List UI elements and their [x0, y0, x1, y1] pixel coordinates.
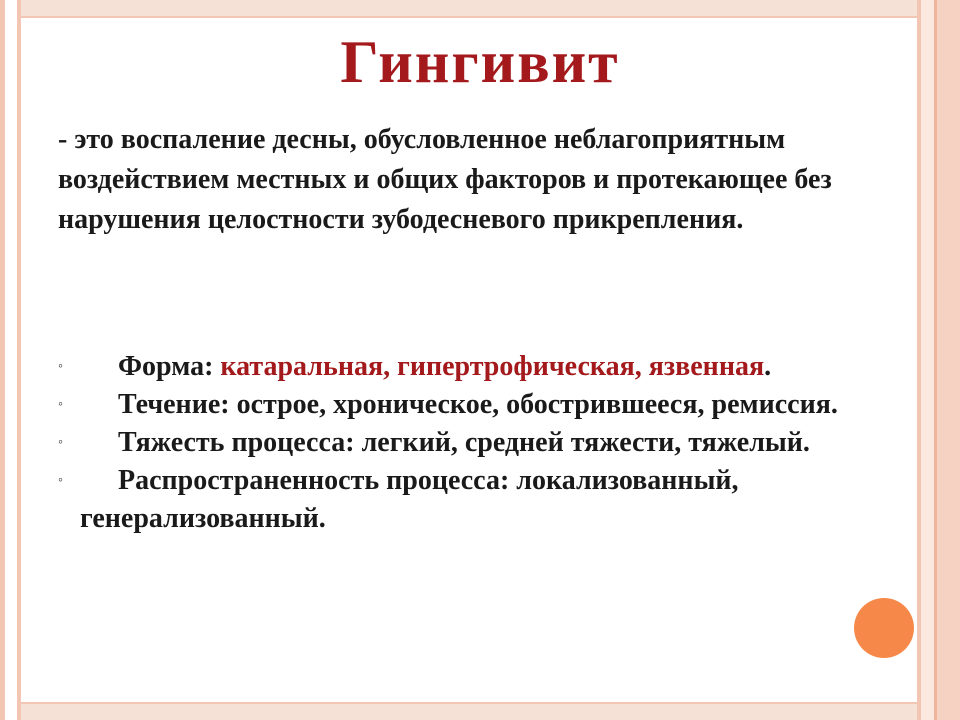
bullet-value: локализованный, генерализованный.: [80, 465, 739, 534]
bullet-label: Форма:: [118, 351, 214, 382]
bullet-list: [58, 348, 858, 538]
bullet-severity: [58, 424, 858, 462]
bullet-marker: ◦: [58, 359, 63, 374]
definition-text: - это воспаление десны, обусловленное неблагоприятным воздействием местных и общих факторов и протекающее без нарушения целостности зубодесневого прикрепления.: [58, 124, 832, 235]
frame-right-outer: [934, 0, 960, 720]
frame-left-inner: [17, 0, 21, 720]
slide-title: Гингивит: [340, 29, 620, 95]
bullet-label: Тяжесть процесса:: [118, 427, 355, 458]
bullet-label: Распространенность процесса:: [118, 465, 510, 496]
frame-top: [21, 0, 919, 16]
frame-top-line: [21, 16, 919, 18]
bullet-value: острое, хроническое, обострившееся, ремиссия.: [236, 389, 838, 420]
bullet-value-accent: катаральная, гипертрофическая, язвенная: [220, 351, 765, 382]
bullet-marker: ◦: [58, 473, 63, 488]
bullet-end: .: [764, 351, 772, 382]
frame-bottom: [21, 704, 919, 720]
bullet-marker: ◦: [58, 435, 63, 450]
bullet-course: [58, 386, 858, 424]
bullet-form: [58, 348, 858, 386]
frame-right-band: [921, 0, 934, 720]
decorative-circle: [854, 598, 914, 658]
frame-left-outer: [0, 0, 5, 720]
bullet-prevalence: [58, 462, 858, 538]
bullet-label: Течение:: [118, 389, 230, 420]
bullet-value: легкий, средней тяжести, тяжелый.: [361, 427, 810, 458]
bullet-marker: ◦: [58, 397, 63, 412]
